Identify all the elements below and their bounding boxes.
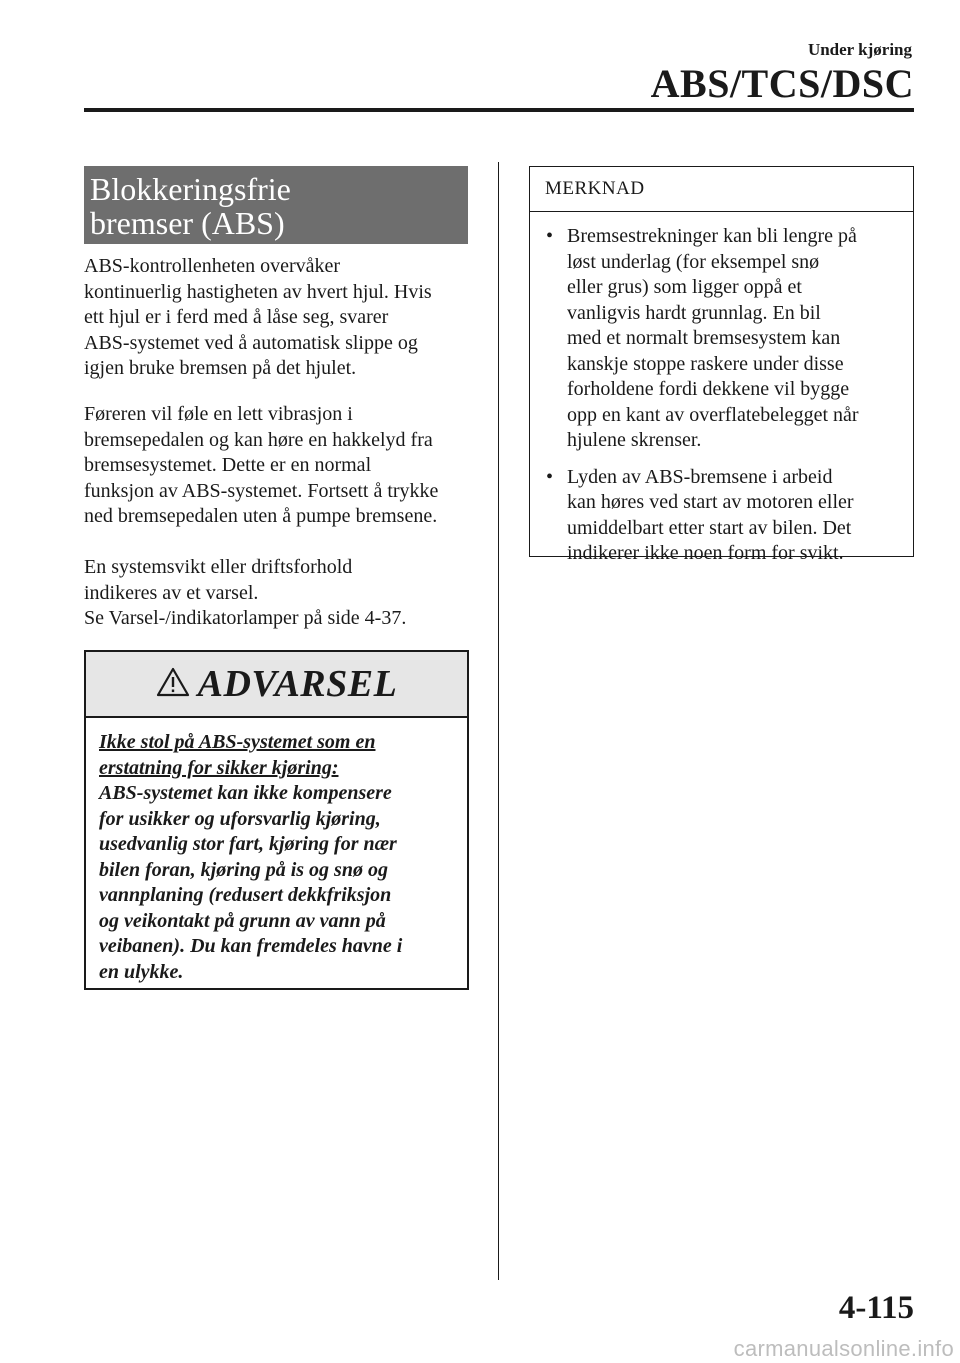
- warning-box: [84, 650, 469, 990]
- text-line: kontinuerlig hastigheten av hvert hjul. Hvis: [84, 280, 432, 303]
- note-line: umiddelbart etter start av bilen. Det: [567, 516, 852, 539]
- warning-line: og veikontakt på grunn av vann på: [99, 909, 386, 932]
- body-paragraph: [84, 555, 474, 632]
- note-line: eller grus) som ligger oppå et: [567, 276, 802, 298]
- text-line: ABS-kontrollenheten overvåker: [84, 255, 341, 277]
- note-line: kanskje stoppe raskere under disse: [567, 352, 844, 375]
- watermark: carmanualsonline.info: [733, 1336, 954, 1361]
- warning-line: ABS-systemet kan ikke kompensere: [99, 782, 392, 804]
- bullet-icon: •: [546, 465, 554, 488]
- note-line: kan høres ved start av motoren eller: [567, 491, 854, 513]
- text-line: ett hjul er i ferd med å låse seg, svarer: [84, 306, 389, 328]
- text-line: indikeres av et varsel.: [84, 581, 259, 604]
- text-line: funksjon av ABS-systemet. Fortsett å trykke: [84, 479, 439, 502]
- header-rule: [84, 108, 914, 112]
- cross-reference: Se Varsel-/indikatorlamper på side 4-37.: [84, 607, 407, 629]
- body-paragraph: [84, 254, 474, 382]
- note-line: med et normalt bremsesystem kan: [567, 327, 841, 349]
- page-number: 4-115: [838, 1290, 914, 1326]
- warning-line: usedvanlig stor fart, kjøring for nær: [99, 833, 397, 855]
- note-line: opp en kant av overflatebelegget når: [567, 403, 859, 426]
- note-line: vanligvis hardt grunnlag. En bil: [567, 301, 821, 324]
- section-heading-line: Blokkeringsfrie: [90, 171, 291, 207]
- note-line: indikerer ikke noen form for svikt.: [567, 542, 844, 564]
- text-line: ABS-systemet ved å automatisk slippe og: [84, 331, 418, 354]
- text-line: Føreren vil føle en lett vibrasjon i: [84, 403, 353, 425]
- note-line: løst underlag (for eksempel snø: [567, 250, 820, 273]
- text-line: En systemsvikt eller driftsforhold: [84, 556, 353, 578]
- chapter-title: Under kjøring: [807, 40, 912, 59]
- bullet-icon: •: [546, 225, 554, 247]
- note-title: MERKNAD: [530, 167, 913, 212]
- note-item: [530, 224, 913, 454]
- note-item: [530, 465, 913, 567]
- section-heading: [84, 166, 468, 244]
- warning-line: en ulykke.: [99, 960, 184, 983]
- note-line: hjulene skrenser.: [567, 429, 702, 451]
- warning-heading-line: Ikke stol på ABS-systemet som en: [99, 731, 376, 753]
- warning-line: for usikker og uforsvarlig kjøring,: [99, 807, 381, 830]
- section-heading-line: bremser (ABS): [90, 205, 285, 241]
- text-line: bremsesystemet. Dette er en normal: [84, 454, 372, 476]
- text-line: ned bremsepedalen uten å pumpe bremsene.: [84, 505, 438, 527]
- warning-triangle-icon: [156, 667, 190, 697]
- text-line: igjen bruke bremsen på det hjulet.: [84, 357, 357, 379]
- column-divider: [498, 162, 499, 1280]
- warning-heading-line: erstatning for sikker kjøring:: [99, 756, 339, 779]
- note-line: forholdene fordi dekkene vil bygge: [567, 378, 850, 400]
- body-paragraph: [84, 402, 474, 530]
- warning-line: veibanen). Du kan fremdeles havne i: [99, 935, 403, 957]
- section-title: ABS/TCS/DSC: [650, 61, 914, 106]
- note-line: Bremsestrekninger kan bli lengre på: [567, 225, 857, 247]
- warning-header: [86, 652, 467, 718]
- warning-title: ADVARSEL: [197, 663, 398, 705]
- warning-line: bilen foran, kjøring på is og snø og: [99, 858, 388, 881]
- warning-line: vannplaning (redusert dekkfriksjon: [99, 884, 392, 906]
- warning-body: [86, 718, 467, 985]
- note-line: Lyden av ABS-bremsene i arbeid: [567, 465, 833, 488]
- note-list: [530, 212, 913, 567]
- note-box: [529, 166, 914, 564]
- text-line: bremsepedalen og kan høre en hakkelyd fra: [84, 428, 433, 451]
